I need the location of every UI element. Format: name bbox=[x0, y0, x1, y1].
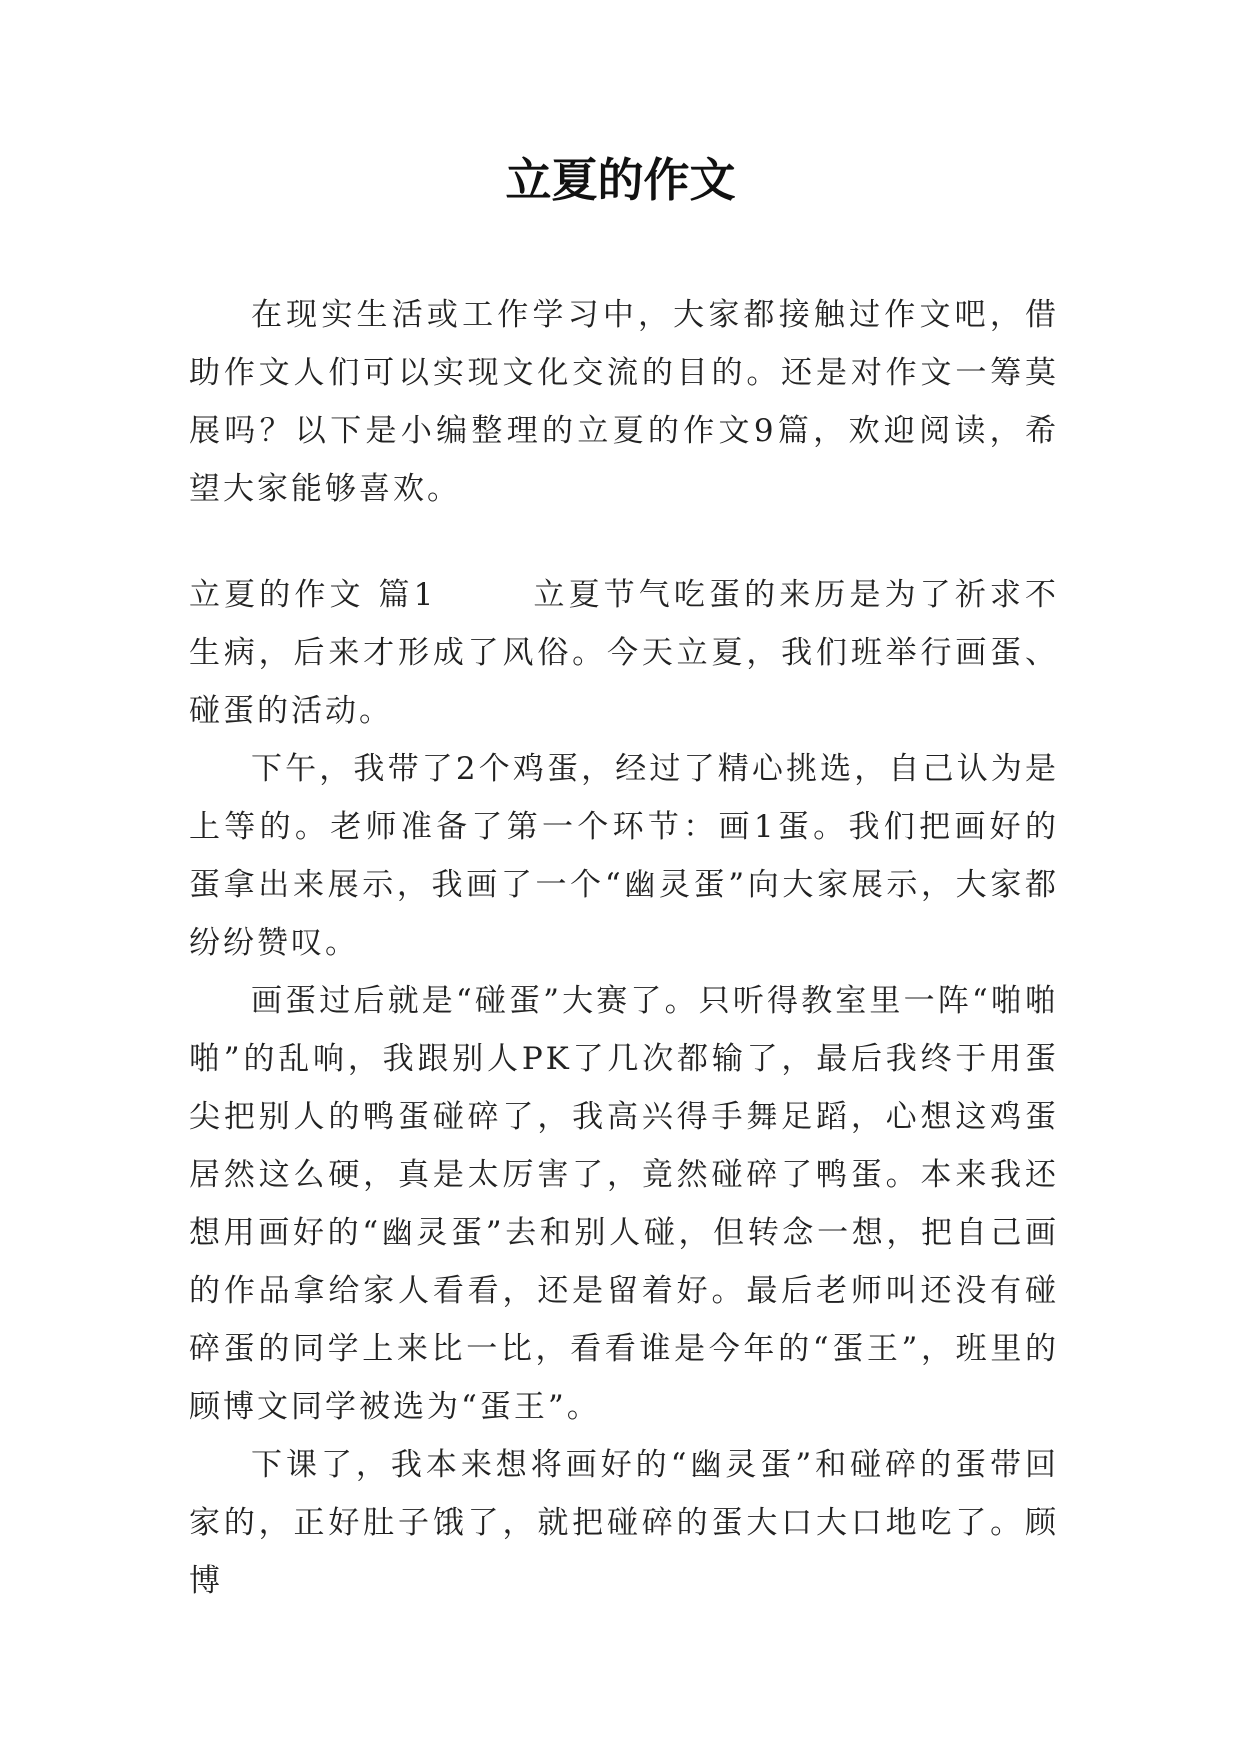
section-1-paragraph-2: 下午，我带了2个鸡蛋，经过了精心挑选，自己认为是上等的。老师准备了第一个环节：画1蛋。我们把画好的蛋拿出来展示，我画了一个“幽灵蛋”向大家展示，大家都纷纷赞叹。 bbox=[189, 751, 1059, 961]
section-1-heading: 立夏的作文 篇1 bbox=[189, 577, 437, 613]
section-1-paragraph-4: 下课了，我本来想将画好的“幽灵蛋”和碰碎的蛋带回家的，正好肚子饿了，就把碰碎的蛋大口大口地吃了。顾博 bbox=[189, 1447, 1059, 1599]
section-1-paragraph-3: 画蛋过后就是“碰蛋”大赛了。只听得教室里一阵“啪啪啪”的乱响，我跟别人PK了几次都输了，最后我终于用蛋尖把别人的鸭蛋碰碎了，我高兴得手舞足蹈，心想这鸡蛋居然这么硬，真是太厉害了，竟然碰碎了鸭蛋。本来我还想用画好的“幽灵蛋”去和别人碰，但转念一想，把自己画的作品拿给家人看看，还是留着好。最后老师叫还没有碰碎蛋的同学上来比一比，看看谁是今年的“蛋王”，班里的顾博文同学被选为“蛋王”。 bbox=[189, 983, 1059, 1425]
document-body bbox=[189, 286, 1059, 1610]
intro-paragraph: 在现实生活或工作学习中，大家都接触过作文吧，借助作文人们可以实现文化交流的目的。还是对作文一筹莫展吗？以下是小编整理的立夏的作文9篇，欢迎阅读，希望大家能够喜欢。 bbox=[189, 297, 1059, 507]
section-1-opening bbox=[189, 566, 1059, 740]
section-1-first-paragraph: 立夏节气吃蛋的来历是为了祈求不生病，后来才形成了风俗。今天立夏，我们班举行画蛋、碰蛋的活动。 bbox=[189, 577, 1060, 729]
document-title: 立夏的作文 bbox=[505, 153, 736, 207]
